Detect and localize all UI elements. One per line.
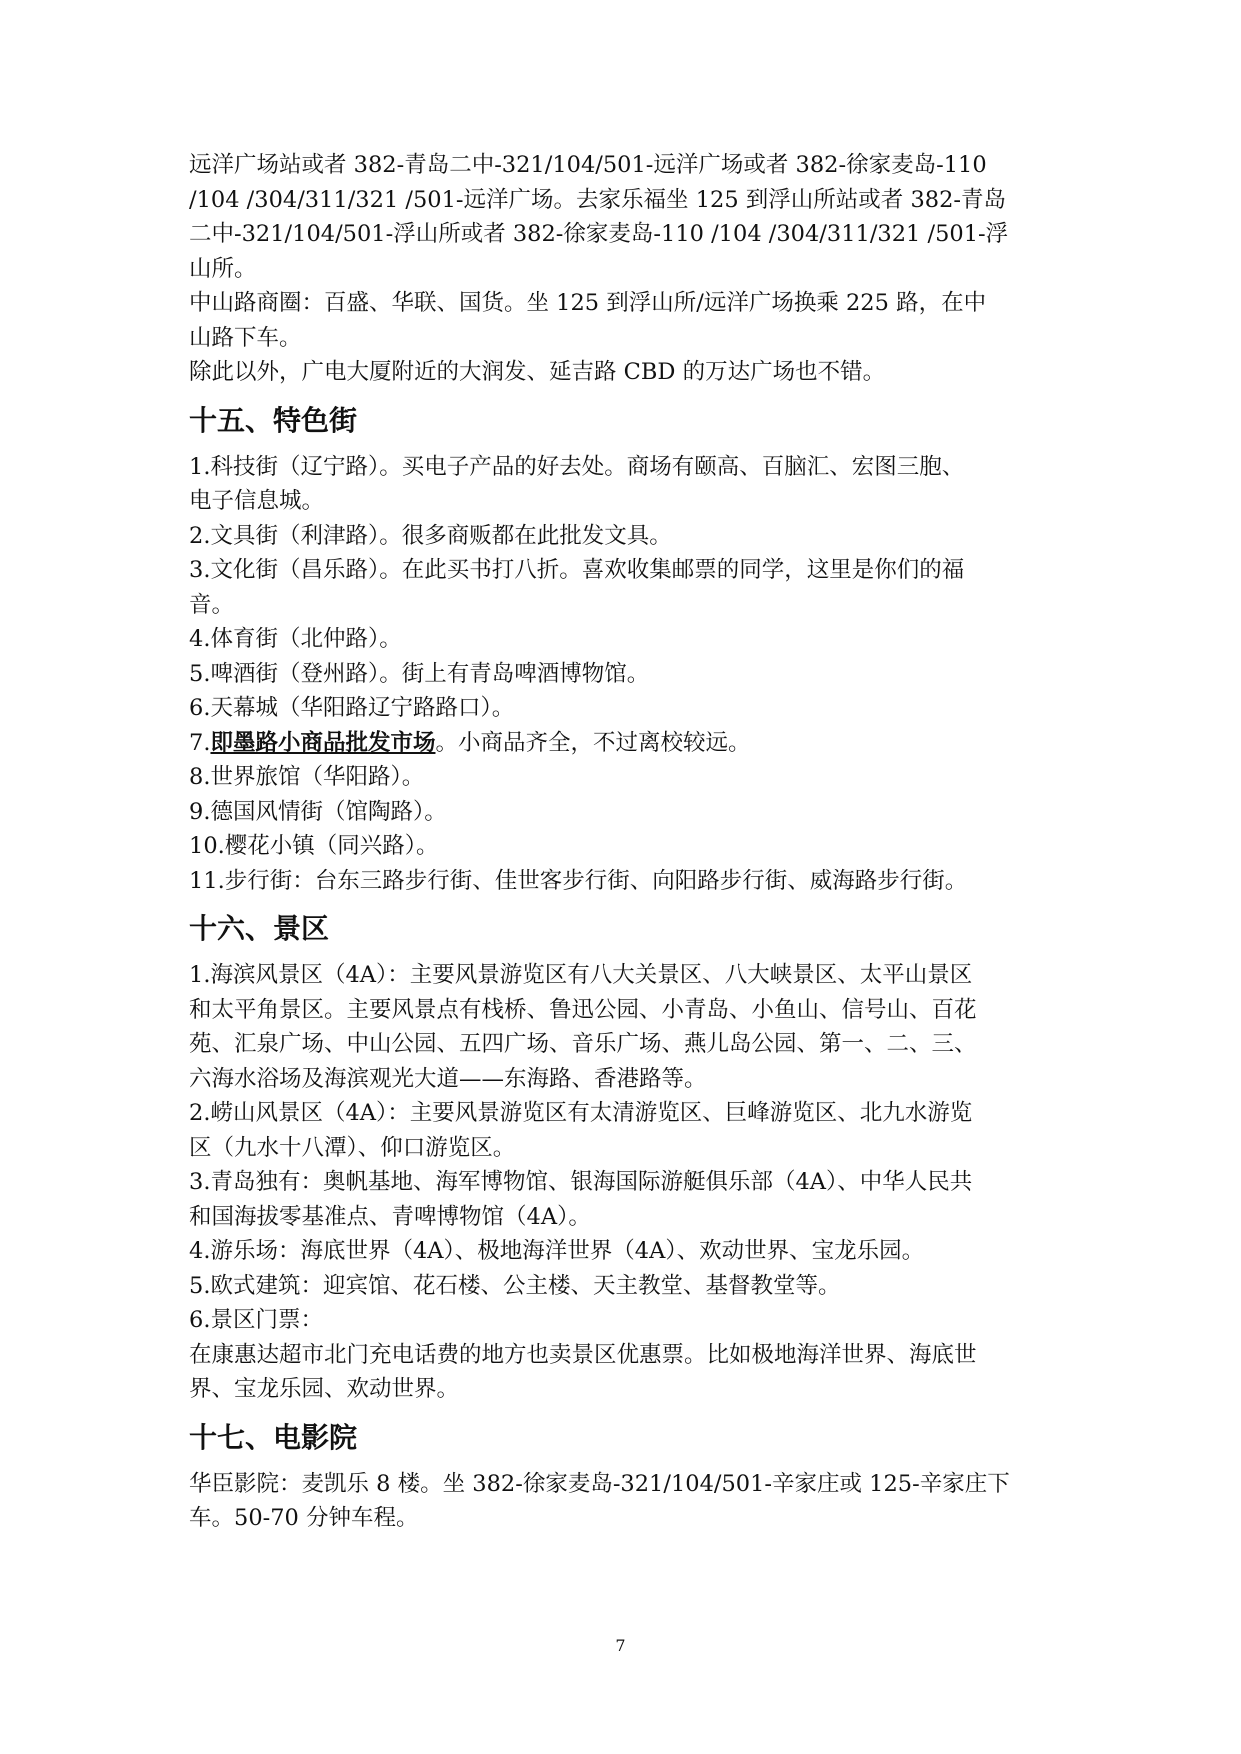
- list-item: 4.游乐场：海底世界（4A）、极地海洋世界（4A）、欢动世界、宝龙乐园。: [189, 1238, 925, 1264]
- text-line: 远洋广场站或者 382-青岛二中-321/104/501-远洋广场或者 382-徐家麦岛-110: [189, 152, 987, 178]
- list-item: 区（九水十八潭）、仰口游览区。: [189, 1134, 516, 1161]
- list-item: 3.青岛独有：奥帆基地、海军博物馆、银海国际游艇俱乐部（4A）、中华人民共: [189, 1169, 973, 1195]
- section-scenic-areas: [189, 958, 1056, 1407]
- text-line: 山所。: [189, 255, 257, 282]
- list-item: 3.文化街（昌乐路）。在此买书打八折。喜欢收集邮票的同学，这里是你们的福: [189, 557, 965, 583]
- list-item: 和国海拔零基准点、青啤博物馆（4A）。: [189, 1203, 591, 1230]
- section-special-streets: [189, 450, 1056, 899]
- section-cinema: [189, 1467, 1056, 1536]
- list-item: 1.科技街（辽宁路）。买电子产品的好去处。商场有颐高、百脑汇、宏图三胞、: [189, 453, 965, 480]
- list-item: 4.体育街（北仲路）。: [189, 626, 402, 652]
- list-item: 音。: [189, 591, 235, 618]
- list-item: 和太平角景区。主要风景点有栈桥、鲁迅公园、小青岛、小鱼山、信号山、百花: [189, 996, 977, 1023]
- jimo-market-link[interactable]: 即墨路小商品批发市场: [210, 729, 436, 756]
- list-item: 电子信息城。: [189, 488, 325, 514]
- document-body: [189, 148, 1056, 1536]
- section-heading-scenic-areas: 十六、景区: [189, 912, 330, 945]
- text-line: /104 /304/311/321 /501-远洋广场。去家乐福坐 125 到浮山所站或者 382-青岛: [189, 186, 1006, 213]
- section-heading-cinema: 十七、电影院: [189, 1420, 358, 1454]
- list-item: 9.德国风情街（馆陶路）。: [189, 798, 447, 825]
- list-item: 10.樱花小镇（同兴路）。: [189, 833, 439, 859]
- list-item: 界、宝龙乐园、欢动世界。: [189, 1376, 460, 1402]
- page-number: 7: [615, 1636, 626, 1655]
- intro-paragraphs: [189, 148, 1056, 390]
- list-item: 六海水浴场及海滨观光大道——东海路、香港路等。: [189, 1065, 707, 1092]
- list-item: 6.景区门票：: [189, 1307, 323, 1333]
- list-item: 苑、汇泉广场、中山公园、五四广场、音乐广场、燕儿岛公园、第一、二、三、: [189, 1031, 977, 1057]
- list-item: 5.欧式建筑：迎宾馆、花石楼、公主楼、天主教堂、基督教堂等。: [189, 1272, 841, 1299]
- list-item: 8.世界旅馆（华阳路）。: [189, 764, 425, 790]
- list-item: 1.海滨风景区（4A）：主要风景游览区有八大关景区、八大峡景区、太平山景区: [189, 962, 973, 988]
- list-item: 2.崂山风景区（4A）：主要风景游览区有太清游览区、巨峰游览区、北九水游览: [189, 1100, 973, 1126]
- list-item: 6.天幕城（华阳路辽宁路路口）。: [189, 695, 515, 721]
- list-item-jimo-market: [189, 726, 1056, 761]
- list-item: 2.文具街（利津路）。很多商贩都在此批发文具。: [189, 522, 672, 549]
- item-text: 。小商品齐全，不过离校较远。: [435, 729, 751, 756]
- text-line: 除此以外，广电大厦附近的大润发、延吉路 CBD 的万达广场也不错。: [189, 359, 886, 385]
- text-line: 中山路商圈：百盛、华联、国货。坐 125 到浮山所/远洋广场换乘 225 路，在中: [189, 290, 987, 316]
- text-line: 车。50-70 分钟车程。: [189, 1505, 419, 1531]
- text-line: 山路下车。: [189, 324, 302, 351]
- list-item: 11.步行街：台东三路步行街、佳世客步行街、向阳路步行街、威海路步行街。: [189, 867, 968, 894]
- text-line: 二中-321/104/501-浮山所或者 382-徐家麦岛-110 /104 /304/311/321 /501-浮: [189, 221, 1009, 247]
- item-number: 7.: [189, 729, 211, 756]
- list-item: 5.啤酒街（登州路）。街上有青岛啤酒博物馆。: [189, 660, 650, 687]
- list-item: 在康惠达超市北门充电话费的地方也卖景区优惠票。比如极地海洋世界、海底世: [189, 1341, 977, 1368]
- section-heading-special-streets: 十五、特色街: [189, 403, 358, 437]
- text-line: 华臣影院：麦凯乐 8 楼。坐 382-徐家麦岛-321/104/501-辛家庄或 125-辛家庄下: [189, 1470, 1010, 1497]
